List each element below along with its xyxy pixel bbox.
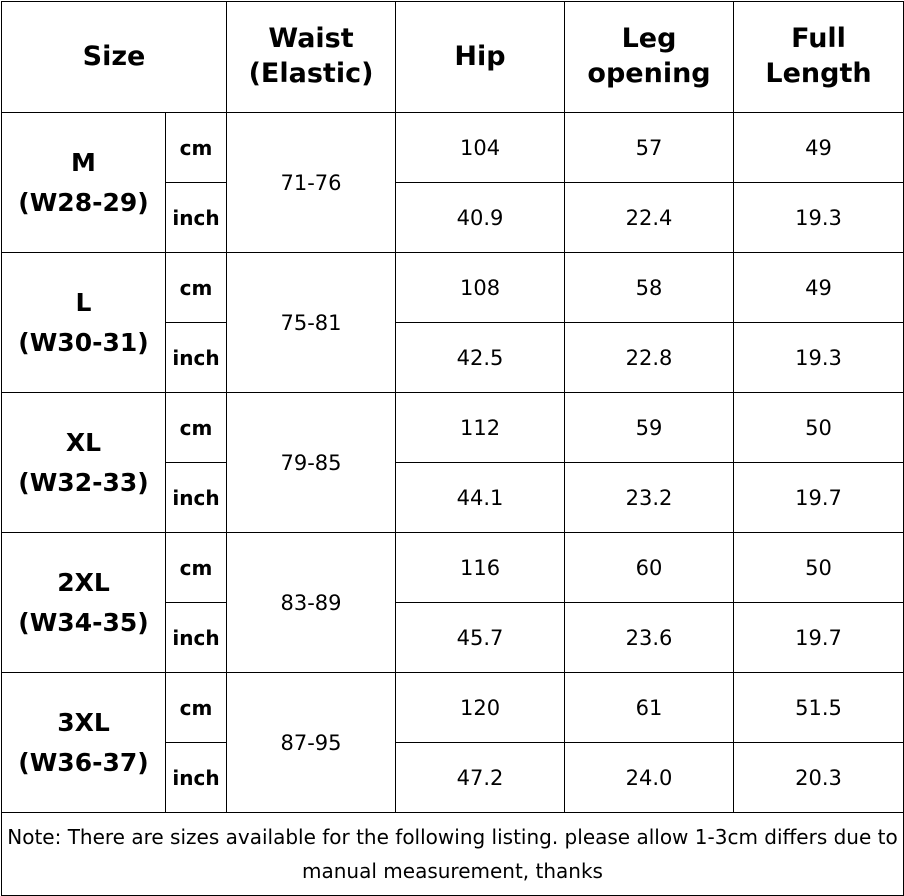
waist-value: 87-95 — [227, 673, 396, 813]
unit-inch: inch — [166, 603, 227, 673]
length-inch: 19.7 — [734, 603, 904, 673]
table-row — [2, 533, 904, 603]
leg-inch: 22.8 — [565, 323, 734, 393]
size-label: 3XL (W36-37) — [2, 673, 166, 813]
leg-cm: 59 — [565, 393, 734, 463]
size-chart-table — [1, 1, 904, 896]
leg-cm: 60 — [565, 533, 734, 603]
hip-inch: 40.9 — [396, 183, 565, 253]
leg-inch: 23.2 — [565, 463, 734, 533]
unit-cm: cm — [166, 673, 227, 743]
hip-inch: 47.2 — [396, 743, 565, 813]
hip-cm: 116 — [396, 533, 565, 603]
size-label: L (W30-31) — [2, 253, 166, 393]
waist-value: 79-85 — [227, 393, 396, 533]
leg-cm: 57 — [565, 113, 734, 183]
length-inch: 20.3 — [734, 743, 904, 813]
table-row — [2, 393, 904, 463]
unit-inch: inch — [166, 323, 227, 393]
table-row — [2, 253, 904, 323]
waist-value: 71-76 — [227, 113, 396, 253]
waist-value: 83-89 — [227, 533, 396, 673]
leg-cm: 58 — [565, 253, 734, 323]
unit-cm: cm — [166, 533, 227, 603]
hip-inch: 45.7 — [396, 603, 565, 673]
unit-inch: inch — [166, 743, 227, 813]
leg-inch: 22.4 — [565, 183, 734, 253]
size-label: 2XL (W34-35) — [2, 533, 166, 673]
header-hip: Hip — [396, 2, 565, 113]
leg-inch: 23.6 — [565, 603, 734, 673]
header-waist: Waist (Elastic) — [227, 2, 396, 113]
length-cm: 49 — [734, 253, 904, 323]
header-row — [2, 2, 904, 113]
leg-inch: 24.0 — [565, 743, 734, 813]
hip-cm: 108 — [396, 253, 565, 323]
length-inch: 19.7 — [734, 463, 904, 533]
length-cm: 49 — [734, 113, 904, 183]
unit-cm: cm — [166, 113, 227, 183]
length-cm: 50 — [734, 393, 904, 463]
table-row — [2, 113, 904, 183]
note-text: Note: There are sizes available for the following listing. please allow 1-3cm differs due to manual measurement, thanks — [2, 813, 904, 896]
unit-cm: cm — [166, 253, 227, 323]
leg-cm: 61 — [565, 673, 734, 743]
length-inch: 19.3 — [734, 183, 904, 253]
unit-cm: cm — [166, 393, 227, 463]
hip-cm: 112 — [396, 393, 565, 463]
size-label: M (W28-29) — [2, 113, 166, 253]
hip-inch: 44.1 — [396, 463, 565, 533]
header-size: Size — [2, 2, 227, 113]
length-inch: 19.3 — [734, 323, 904, 393]
hip-inch: 42.5 — [396, 323, 565, 393]
header-full-length: Full Length — [734, 2, 904, 113]
unit-inch: inch — [166, 183, 227, 253]
note-row — [2, 813, 904, 896]
unit-inch: inch — [166, 463, 227, 533]
size-label: XL (W32-33) — [2, 393, 166, 533]
hip-cm: 120 — [396, 673, 565, 743]
waist-value: 75-81 — [227, 253, 396, 393]
hip-cm: 104 — [396, 113, 565, 183]
table-row — [2, 673, 904, 743]
length-cm: 51.5 — [734, 673, 904, 743]
length-cm: 50 — [734, 533, 904, 603]
header-leg-opening: Leg opening — [565, 2, 734, 113]
